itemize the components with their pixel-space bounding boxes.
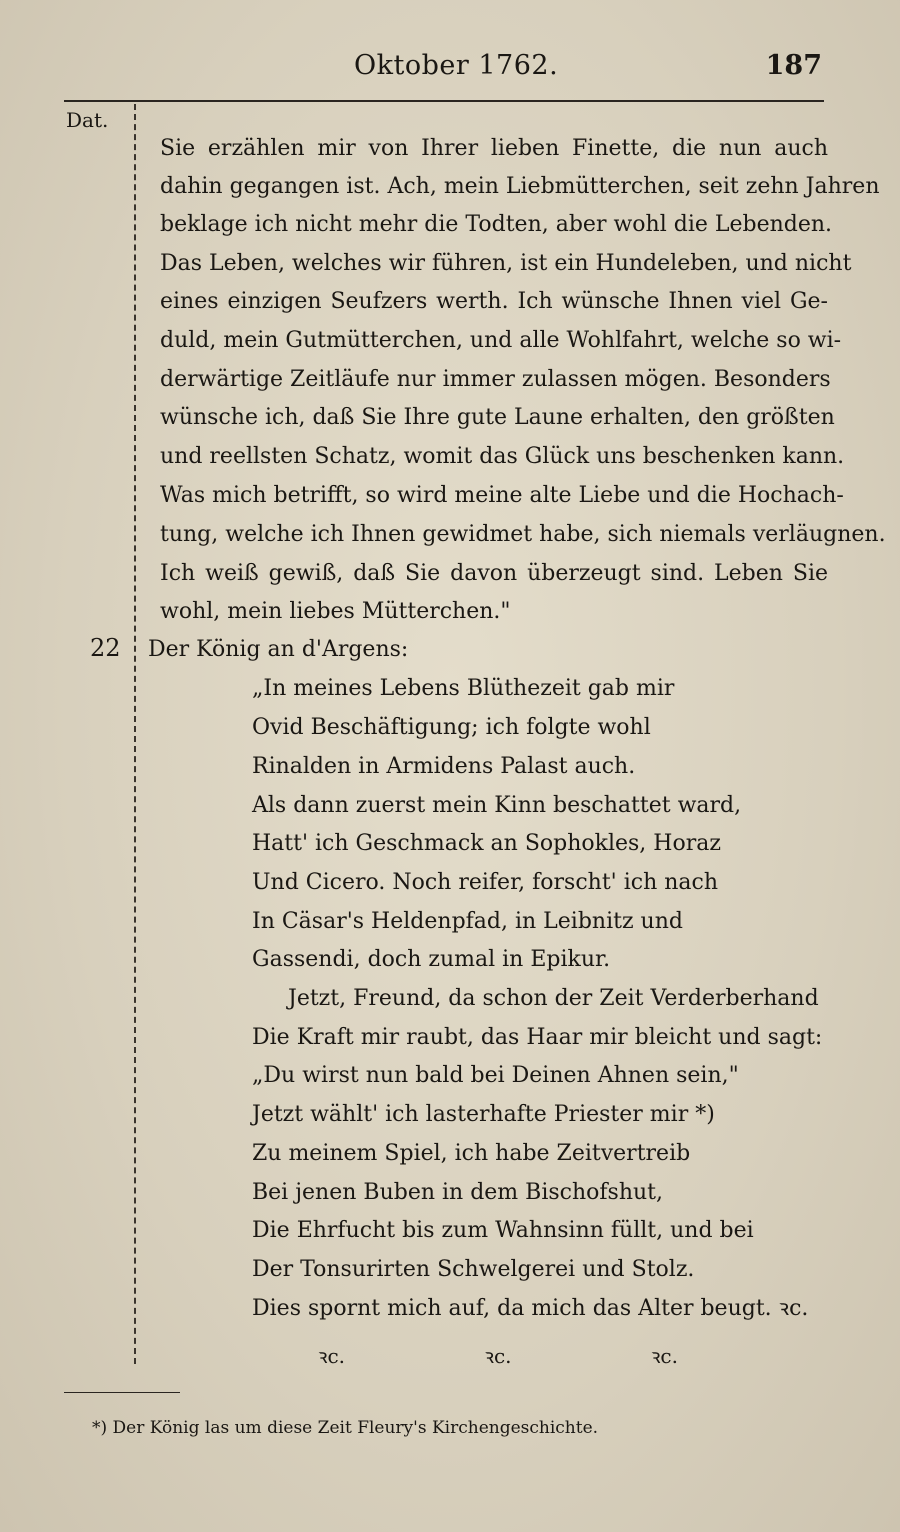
header-rule <box>64 100 824 102</box>
letter-line: Was mich betrifft, so wird meine alte Liebe und die Hochach- <box>160 483 844 508</box>
running-title: Oktober 1762. <box>354 50 559 81</box>
poem-line: Jetzt, Freund, da schon der Zeit Verderberhand <box>288 986 819 1011</box>
letter-line: wohl, mein liebes Mütterchen." <box>160 599 511 624</box>
poem-line: In Cäsar's Heldenpfad, in Leibnitz und <box>252 909 683 934</box>
poem-line: Hatt' ich Geschmack an Sophokles, Horaz <box>252 831 721 856</box>
etc-line <box>318 1337 678 1375</box>
entry-date: 22 <box>90 634 121 662</box>
letter-line: tung, welche ich Ihnen gewidmet habe, sich niemals verläugnen. <box>160 522 886 547</box>
poem-line: „Du wirst nun bald bei Deinen Ahnen sein," <box>252 1063 739 1088</box>
running-head <box>0 48 900 88</box>
letter-line: derwärtige Zeitläufe nur immer zulassen mögen. Besonders <box>160 367 831 392</box>
letter-line: duld, mein Gutmütterchen, und alle Wohlfahrt, welche so wi- <box>160 328 842 353</box>
letter-line: beklage ich nicht mehr die Todten, aber wohl die Lebenden. <box>160 212 833 237</box>
poem-line: Und Cicero. Noch reifer, forscht' ich nach <box>252 870 719 895</box>
letter-line: Sie erzählen mir von Ihrer lieben Finette, die nun auch <box>160 136 828 161</box>
footnote-rule <box>64 1392 180 1393</box>
poem-line: Dies spornt mich auf, da mich das Alter beugt. ꝛc. <box>252 1296 809 1321</box>
letter-line: und reellsten Schatz, womit das Glück uns beschenken kann. <box>160 444 845 469</box>
poem-line: Der Tonsurirten Schwelgerei und Stolz. <box>252 1257 695 1282</box>
poem-line: „In meines Lebens Blüthezeit gab mir <box>252 676 675 701</box>
page-number: 187 <box>765 50 822 81</box>
footnote: *) Der König las um diese Zeit Fleury's Kirchengeschichte. <box>92 1418 599 1438</box>
letter-line: eines einzigen Seufzers werth. Ich wünsche Ihnen viel Ge- <box>160 289 828 314</box>
poem-line: Als dann zuerst mein Kinn beschattet ward, <box>252 793 742 818</box>
etc-mark: ꝛc. <box>650 1344 678 1368</box>
poem-line: Gassendi, doch zumal in Epikur. <box>252 947 611 972</box>
etc-mark: ꝛc. <box>318 1344 346 1368</box>
poem-line: Die Kraft mir raubt, das Haar mir bleicht und sagt: <box>252 1025 823 1050</box>
letter-line: dahin gegangen ist. Ach, mein Liebmütterchen, seit zehn Jahren <box>160 174 880 199</box>
poem-line: Jetzt wählt' ich lasterhafte Priester mir *) <box>252 1102 715 1127</box>
date-column-label: Dat. <box>66 108 109 132</box>
poem-line: Rinalden in Armidens Palast auch. <box>252 754 636 779</box>
letter-line: Das Leben, welches wir führen, ist ein Hundeleben, und nicht <box>160 251 852 276</box>
poem-line: Die Ehrfucht bis zum Wahnsinn füllt, und bei <box>252 1218 754 1243</box>
letter-line: Ich weiß gewiß, daß Sie davon überzeugt sind. Leben Sie <box>160 561 828 586</box>
date-column-rule <box>134 104 136 1364</box>
poem-line: Ovid Beschäftigung; ich folgte wohl <box>252 715 651 740</box>
letter-line: wünsche ich, daß Sie Ihre gute Laune erhalten, den größten <box>160 405 835 430</box>
poem-line: Bei jenen Buben in dem Bischofshut, <box>252 1180 663 1205</box>
entry-heading: Der König an d'Argens: <box>148 637 409 662</box>
etc-mark: ꝛc. <box>484 1344 512 1368</box>
poem-line: Zu meinem Spiel, ich habe Zeitvertreib <box>252 1141 691 1166</box>
